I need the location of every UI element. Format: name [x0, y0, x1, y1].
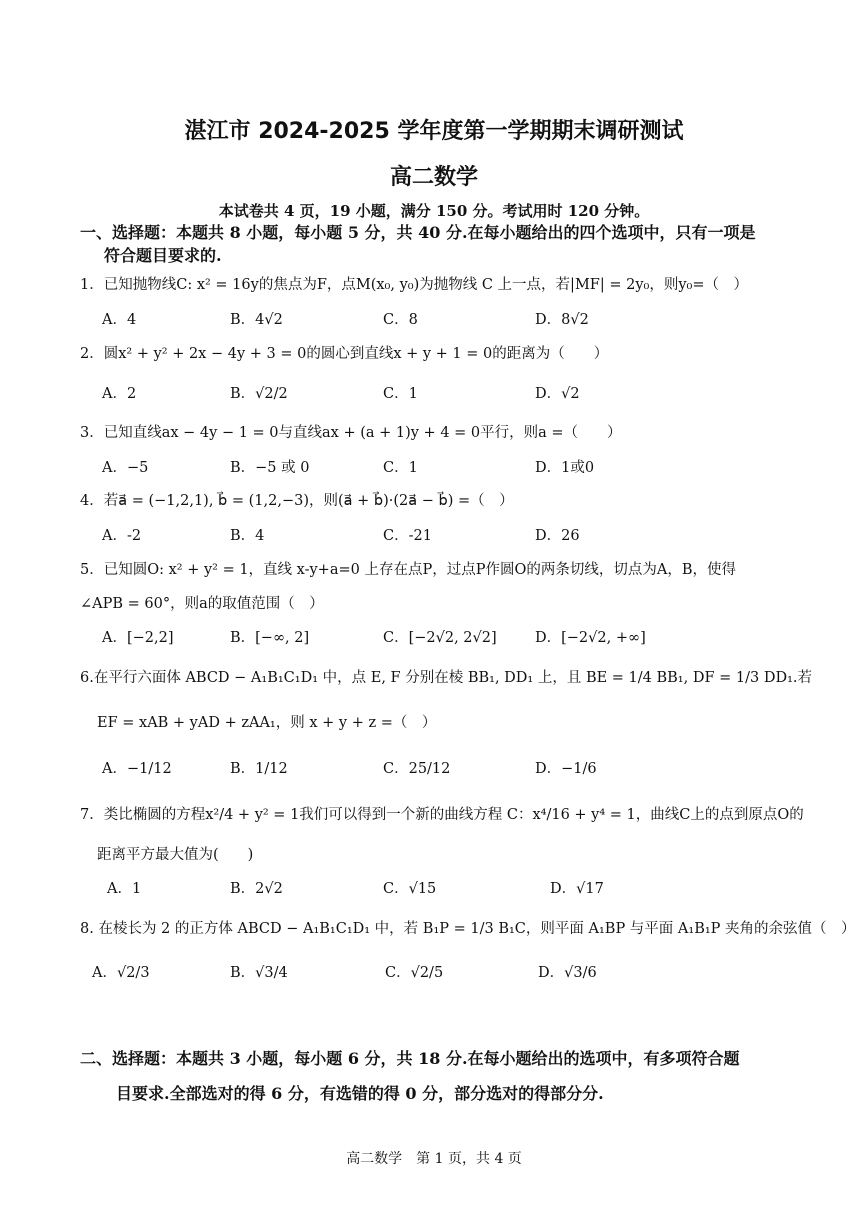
- q2-option-d: D．√2: [535, 386, 580, 402]
- question-5-stem-line1: 5．已知圆O: x² + y² = 1，直线 x-y+a=0 上存在点P，过点P作圆O的两条切线，切点为A，B，使得: [80, 562, 736, 578]
- q8-option-b: B．√3/4: [230, 965, 288, 981]
- q2-option-b: B．√2/2: [230, 386, 288, 402]
- q1-option-d: D．8√2: [535, 312, 589, 328]
- exam-title: 湛江市 2024-2025 学年度第一学期期末调研测试: [184, 119, 684, 144]
- q1-option-b: B．4√2: [230, 312, 283, 328]
- q7-option-a: A．1: [107, 881, 142, 897]
- question-6-stem-line1: 6.在平行六面体 ABCD − A₁B₁C₁D₁ 中，点 E, F 分别在棱 BB₁, DD₁ 上，且 BE = 1/4 BB₁, DF = 1/3 DD₁.若: [80, 670, 813, 686]
- section1-heading-line2: 符合题目要求的.: [104, 246, 222, 265]
- q6-option-c: C．25/12: [383, 761, 451, 777]
- q4-option-c: C．-21: [383, 528, 432, 544]
- q3-option-a: A．−5: [102, 460, 149, 476]
- q1-option-c: C．8: [383, 312, 418, 328]
- question-7-stem-line2: 距离平方最大值为( ): [97, 847, 254, 863]
- q3-option-d: D．1或0: [535, 460, 595, 476]
- q8-option-d: D．√3/6: [538, 965, 597, 981]
- q4-option-b: B．4: [230, 528, 265, 544]
- question-8-stem: 8. 在棱长为 2 的正方体 ABCD − A₁B₁C₁D₁ 中，若 B₁P = 1/3 B₁C，则平面 A₁BP 与平面 A₁B₁P 夹角的余弦值（ ）: [80, 921, 856, 937]
- section2-heading-line2: 目要求.全部选对的得 6 分，有选错的得 0 分，部分选对的得部分分.: [116, 1084, 604, 1103]
- q3-option-b: B．−5 或 0: [230, 460, 310, 476]
- q6-option-d: D．−1/6: [535, 761, 597, 777]
- q8-option-c: C．√2/5: [385, 965, 444, 981]
- q7-option-b: B．2√2: [230, 881, 283, 897]
- q5-option-b: B．[−∞, 2]: [230, 630, 310, 646]
- q1-option-a: A．4: [102, 312, 137, 328]
- section2-heading-line1: 二、选择题：本题共 3 小题，每小题 6 分，共 18 分.在每小题给出的选项中，有多项符合题: [80, 1049, 740, 1068]
- question-5-stem-line2: ∠APB = 60°，则a的取值范围（ ）: [80, 596, 324, 612]
- q5-option-c: C．[−2√2, 2√2]: [383, 630, 497, 646]
- question-4-stem: 4．若a⃗ = (−1,2,1), b⃗ = (1,2,−3)，则(a⃗ + b⃗)·(2a⃗ − b⃗) =（ ）: [80, 493, 514, 509]
- page-footer: 高二数学 第 1 页，共 4 页: [346, 1151, 522, 1167]
- q5-option-a: A．[−2,2]: [102, 630, 174, 646]
- exam-info: 本试卷共 4 页，19 小题，满分 150 分。考试用时 120 分钟。: [218, 202, 650, 220]
- q6-option-a: A．−1/12: [102, 761, 172, 777]
- question-2-stem: 2．圆x² + y² + 2x − 4y + 3 = 0的圆心到直线x + y + 1 = 0的距离为（ ）: [80, 346, 609, 362]
- q7-option-c: C．√15: [383, 881, 437, 897]
- question-3-stem: 3．已知直线ax − 4y − 1 = 0与直线ax + (a + 1)y + 4 = 0平行，则a =（ ）: [80, 425, 622, 441]
- q2-option-a: A．2: [102, 386, 137, 402]
- q6-option-b: B．1/12: [230, 761, 288, 777]
- section1-heading-line1: 一、选择题：本题共 8 小题，每小题 5 分，共 40 分.在每小题给出的四个选项中，只有一项是: [80, 223, 756, 242]
- question-6-stem-line2: EF = xAB + yAD + zAA₁，则 x + y + z =（ ）: [97, 715, 437, 731]
- q7-option-d: D．√17: [550, 881, 604, 897]
- q5-option-d: D．[−2√2, +∞]: [535, 630, 646, 646]
- q4-option-d: D．26: [535, 528, 580, 544]
- q4-option-a: A．-2: [102, 528, 142, 544]
- question-7-stem-line1: 7．类比椭圆的方程x²/4 + y² = 1我们可以得到一个新的曲线方程 C：x⁴/16 + y⁴ = 1，曲线C上的点到原点O的: [80, 807, 804, 823]
- q3-option-c: C．1: [383, 460, 418, 476]
- q8-option-a: A．√2/3: [92, 965, 150, 981]
- q2-option-c: C．1: [383, 386, 418, 402]
- question-1-stem: 1．已知抛物线C: x² = 16y的焦点为F，点M(x₀, y₀)为抛物线 C 上一点，若|MF| = 2y₀，则y₀=（ ）: [80, 277, 748, 293]
- exam-subject: 高二数学: [389, 165, 478, 190]
